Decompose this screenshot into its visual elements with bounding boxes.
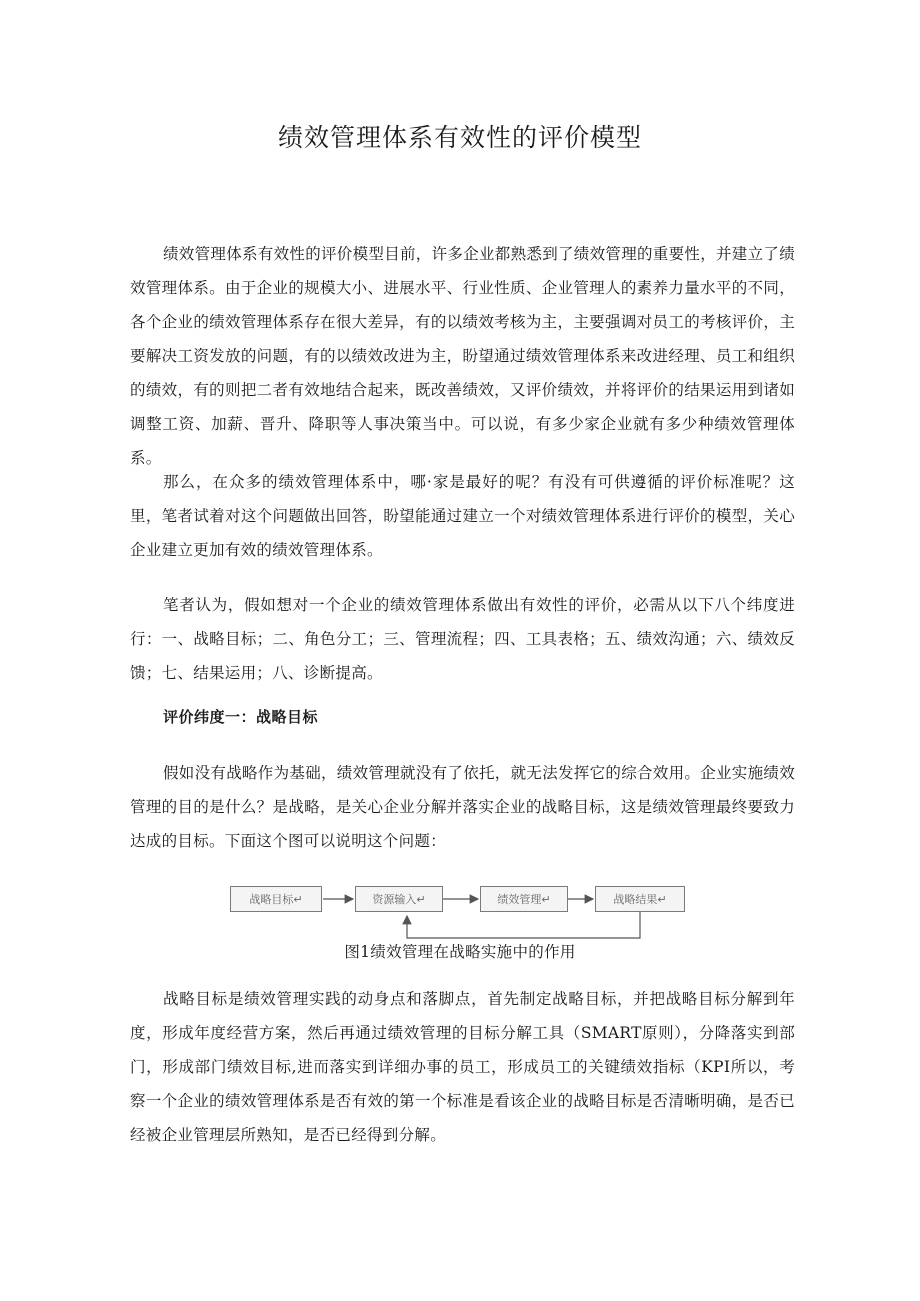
flow-box-strategy-goal: 战略目标↵ (230, 886, 322, 912)
document-title: 绩效管理体系有效性的评价模型 (277, 123, 642, 152)
paragraph-intro: 绩效管理体系有效性的评价模型目前，许多企业都熟悉到了绩效管理的重要性，并建立了绩效管理体系。由于企业的规模大小、进展水平、行业性质、企业管理人的素养力量水平的不同，各个企业的绩效管理体系存在很大差异，有的以绩效考核为主，主要强调对员工的考核评价，主要解决工资发放的问题，有的以绩效改进为主，盼望通过绩效管理体系来改进经理、员工和组织的绩效，有的则把二者有效地结合起来，既改善绩效，又评价绩效，并将评价的结果运用到诸如调整工资、加薪、晋升、降职等人事决策当中。可以说，有多少家企业就有多少种绩效管理体系。 (130, 245, 796, 467)
paragraph-question: 那么，在众多的绩效管理体系中，哪·家是最好的呢？有没有可供遵循的评价标准呢？这里，笔者试着对这个问题做出回答，盼望能通过建立一个对绩效管理体系进行评价的模型，关心企业建立更加有效的绩效管理体系。 (130, 473, 795, 559)
flow-box-strategy-result: 战略结果↵ (595, 886, 685, 912)
paragraph-strategy: 假如没有战略作为基础，绩效管理就没有了依托，就无法发挥它的综合效用。企业实施绩效管理的目的是什么？是战略，是关心企业分解并落实企业的战略目标，这是绩效管理最终要致力达成的目标。下面这个图可以说明这个问题： (130, 764, 796, 850)
paragraph-conclusion: 战略目标是绩效管理实践的动身点和落脚点，首先制定战略目标，并把战略目标分解到年度，形成年度经营方案，然后再通过绩效管理的目标分解工具（SMART原则），分降落实到部门，形成部门绩效目标,进而落实到详细办事的员工，形成员工的关键绩效指标（KPI所以，考察一个企业的绩效管理体系是否有效的第一个标准是看该企业的战略目标是否清晰明确，是否已经被企业管理层所熟知，是否已经得到分解。 (130, 990, 795, 1144)
section-heading: 评价纬度一：战略目标 (163, 708, 319, 726)
paragraph-dimensions: 笔者认为，假如想对一个企业的绩效管理体系做出有效性的评价，必需从以下八个纬度进行：一、战略目标；二、角色分工；三、管理流程；四、工具表格；五、绩效沟通；六、绩效反馈；七、结果运用；八、诊断提高。 (130, 596, 795, 682)
flow-box-resource-input: 资源输入↵ (355, 886, 443, 912)
figure-caption: 图1绩效管理在战略实施中的作用 (344, 943, 576, 961)
flow-box-performance-management: 绩效管理↵ (480, 886, 568, 912)
